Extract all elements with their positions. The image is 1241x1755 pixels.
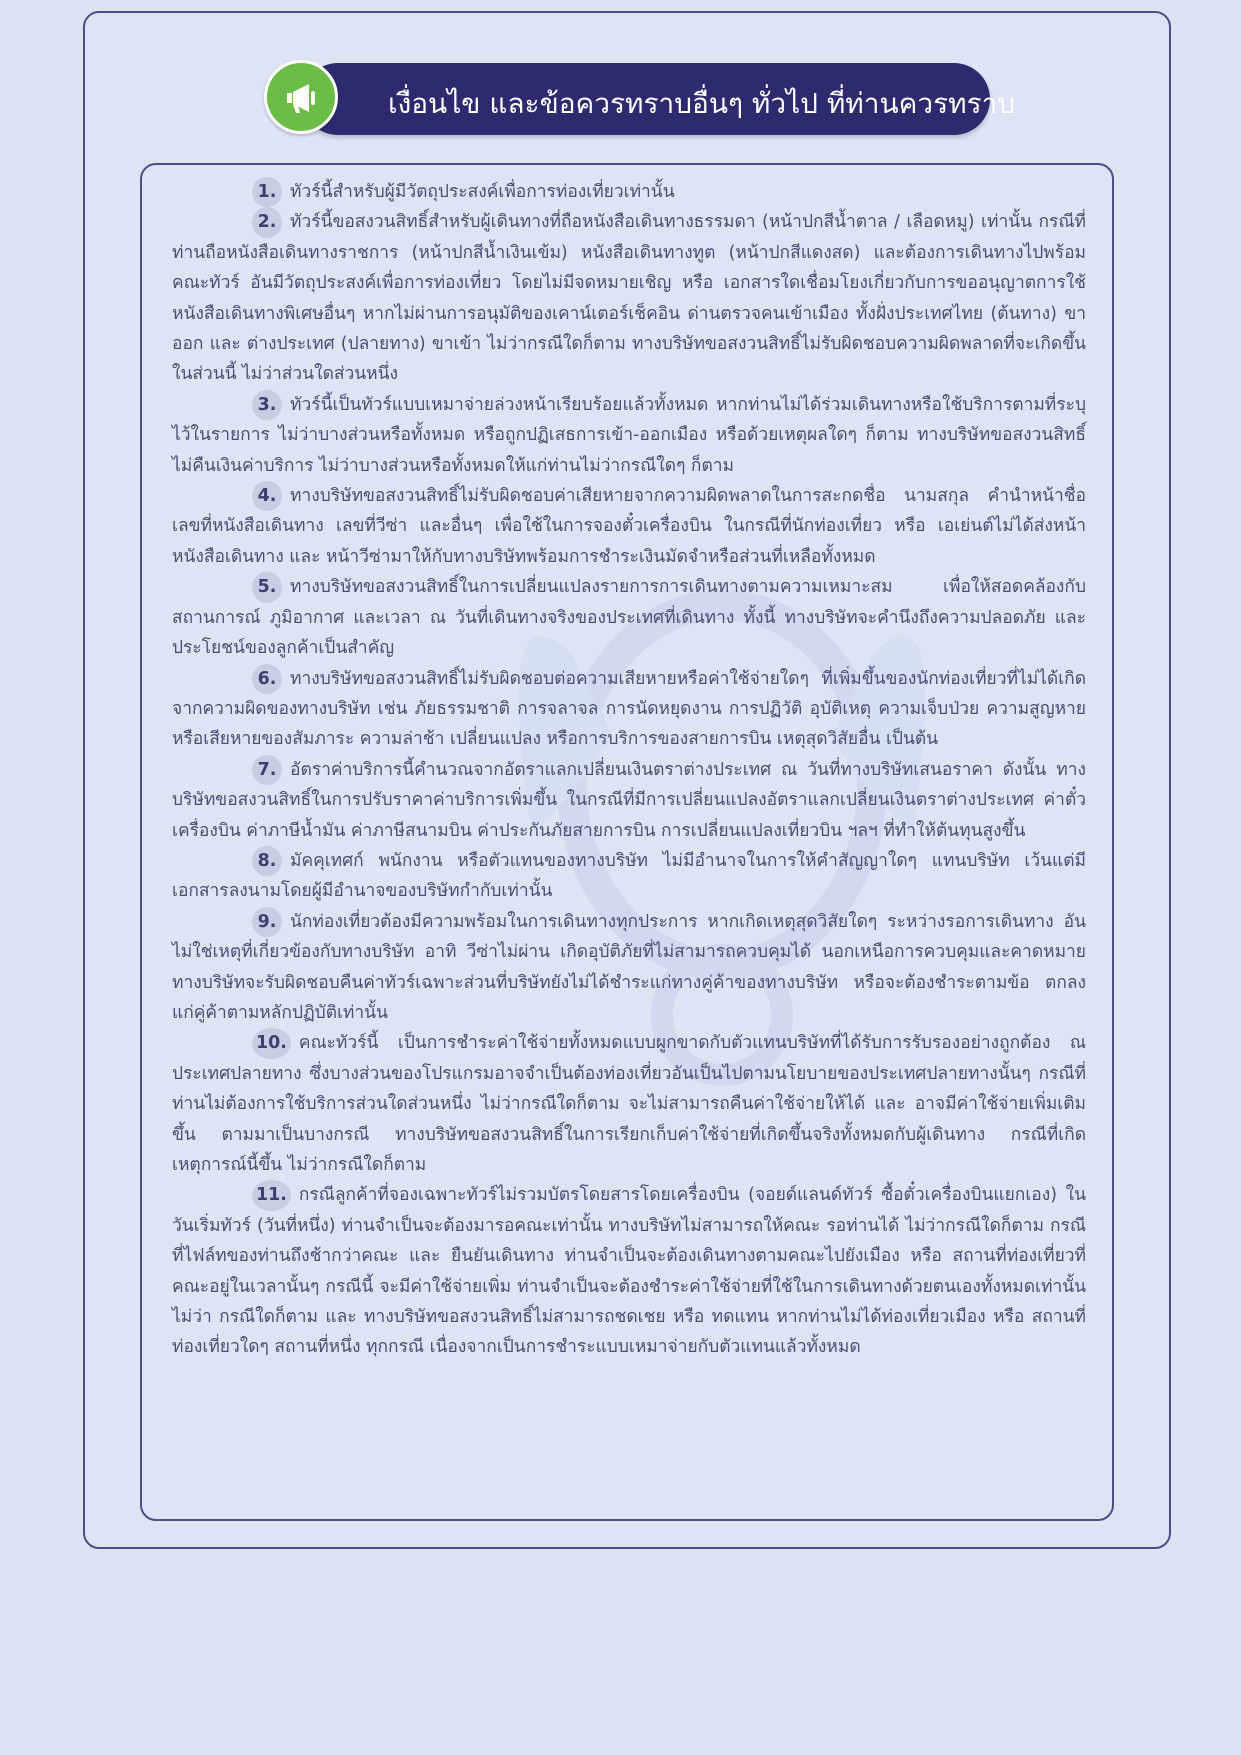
- title-banner: [264, 58, 1016, 138]
- term-item: [172, 207, 1086, 389]
- page-title: เงื่อนไข และข้อควรทราบอื่นๆ ทั่วไป ที่ท่านควรทราบ: [388, 87, 1016, 120]
- term-text: อัตราค่าบริการนี้คำนวณจากอัตราแลกเปลี่ยนเงินตราต่างประเทศ ณ วันที่ทางบริษัทเสนอราคา ดังนั้น ทางบริษัทขอสงวนสิทธิ์ในการปรับราคาค่าบริการเพิ่มขึ้น ในกรณีที่มีการเปลี่ยนแปลงอัตราแลกเปลี่ยนเงินตราต่างประเทศ ค่าตั๋ว เครื่องบิน ค่าภาษีน้ำมัน ค่าภาษีสนามบิน ค่าประกันภัยสายการบิน การเปลี่ยนแปลงเที่ยวบิน ฯลฯ ที่ทำให้ต้นทุนสูงขึ้น: [172, 759, 1086, 841]
- term-number: 7.: [252, 755, 282, 785]
- term-number: 1.: [252, 177, 282, 207]
- term-item: [172, 755, 1086, 846]
- term-number: 8.: [252, 846, 282, 876]
- term-text: ทางบริษัทขอสงวนสิทธิ์ไม่รับผิดชอบค่าเสียหายจากความผิดพลาดในการสะกดชื่อ นามสกุล คำนำหน้าชื่อ เลขที่หนังสือเดินทาง เลขที่วีซ่า และอื่นๆ เพื่อใช้ในการจองตั๋วเครื่องบิน ในกรณีที่นักท่องเที่ยว หรือ เอเย่นต์ไม่ได้ส่งหน้าหนังสือเดินทาง และ หน้าวีซ่ามาให้กับทางบริษัทพร้อมการชำระเงินมัดจำหรือส่วนที่เหลือทั้งหมด: [172, 486, 1086, 567]
- term-number: 9.: [252, 907, 282, 937]
- terms-box: [140, 163, 1114, 1521]
- term-item: [172, 1180, 1086, 1362]
- term-number: 2.: [252, 207, 282, 237]
- term-text: ทัวร์นี้ขอสงวนสิทธิ์สำหรับผู้เดินทางที่ถือหนังสือเดินทางธรรมดา (หน้าปกสีน้ำตาล / เลือดหมู) เท่านั้น กรณีที่ท่านถือหนังสือเดินทางราชการ (หน้าปกสีน้ำเงินเข้ม) หนังสือเดินทางทูต (หน้าปกสีแดงสด) และต้องการเดินทางไปพร้อมคณะทัวร์ อันมีวัตถุประสงค์เพื่อการท่องเที่ยว โดยไม่มีจดหมายเชิญ หรือ เอกสารใดเชื่อมโยงเกี่ยวกับการขออนุญาตการใช้หนังสือเดินทางพิเศษอื่นๆ หากไม่ผ่านการอนุมัติของเคาน์เตอร์เช็คอิน ด่านตรวจคนเข้าเมือง ทั้งฝั่งประเทศไทย (ต้นทาง) ขาออก และ ต่างประเทศ (ปลายทาง) ขาเข้า ไม่ว่ากรณีใดก็ตาม ทางบริษัทขอสงวนสิทธิ์ไม่รับผิดชอบความผิดพลาดที่จะเกิดขึ้นในส่วนนี้ ไม่ว่าส่วนใดส่วนหนึ่ง: [172, 212, 1086, 385]
- megaphone-icon: [264, 60, 338, 134]
- term-item: [172, 664, 1086, 755]
- term-text: ทัวร์นี้สำหรับผู้มีวัตถุประสงค์เพื่อการท่องเที่ยวเท่านั้น: [290, 182, 675, 202]
- term-text: นักท่องเที่ยวต้องมีความพร้อมในการเดินทางทุกประการ หากเกิดเหตุสุดวิสัยใดๆ ระหว่างรอการเดินทาง อันไม่ใช่เหตุที่เกี่ยวข้องกับทางบริษัท อาทิ วีซ่าไม่ผ่าน เกิดอุบัติภัยที่ไม่สามารถควบคุมได้ นอกเหนือการควบคุมและคาดหมาย ทางบริษัทจะรับผิดชอบคืนค่าทัวร์เฉพาะส่วนที่บริษัทยังไม่ได้ชำระแก่ทางคู่ค้าของทางบริษัท หรือจะต้องชำระตามข้อ ตกลงแก่คู่ค้าตามหลักปฏิบัติเท่านั้น: [172, 911, 1086, 1023]
- term-text: กรณีลูกค้าที่จองเฉพาะทัวร์ไม่รวมบัตรโดยสารโดยเครื่องบิน (จอยด์แลนด์ทัวร์ ซื้อตั๋วเครื่องบินแยกเอง) ในวันเริ่มทัวร์ (วันที่หนึ่ง) ท่านจำเป็นจะต้องมารอคณะเท่านั้น ทางบริษัทไม่สามารถให้คณะ รอท่านได้ ไม่ว่ากรณีใดก็ตาม กรณีที่ไฟล์ทของท่านถึงช้ากว่าคณะ และ ยืนยันเดินทาง ท่านจำเป็นจะต้องเดินทางตามคณะไปยังเมือง หรือ สถานที่ท่องเที่ยวที่คณะอยู่ในเวลานั้นๆ กรณีนี้ จะมีค่าใช้จ่ายเพิ่ม ท่านจำเป็นจะต้องชำระค่าใช้จ่ายที่ใช้ในการเดินทางด้วยตนเองทั้งหมดเท่านั้น ไม่ว่า กรณีใดก็ตาม และ ทางบริษัทขอสงวนสิทธิ์ไม่สามารถชดเชย หรือ ทดแทน หากท่านไม่ได้ท่องเที่ยวเมือง หรือ สถานที่ท่องเที่ยวใดๆ สถานที่หนึ่ง ทุกกรณี เนื่องจากเป็นการชำระแบบเหมาจ่ายกับตัวแทนแล้วทั้งหมด: [172, 1185, 1086, 1358]
- term-text: มัคคุเทศก์ พนักงาน หรือตัวแทนของทางบริษัท ไม่มีอำนาจในการให้คำสัญญาใดๆ แทนบริษัท เว้นแต่มีเอกสารลงนามโดยผู้มีอำนาจของบริษัทกำกับเท่านั้น: [172, 850, 1086, 902]
- term-text: ทัวร์นี้เป็นทัวร์แบบเหมาจ่ายล่วงหน้าเรียบร้อยแล้วทั้งหมด หากท่านไม่ได้ร่วมเดินทางหรือใช้บริการตามที่ระบุไว้ในรายการ ไม่ว่าบางส่วนหรือทั้งหมด หรือถูกปฏิเสธการเข้า-ออกเมือง หรือด้วยเหตุผลใดๆ ก็ตาม ทางบริษัทขอสงวนสิทธิ์ไม่คืนเงินค่าบริการ ไม่ว่าบางส่วนหรือทั้งหมดให้แก่ท่านไม่ว่ากรณีใดๆ ก็ตาม: [172, 394, 1086, 476]
- term-item: [172, 907, 1086, 1029]
- term-number: 11.: [252, 1180, 291, 1210]
- banner-pill: [302, 63, 1016, 135]
- term-number: 6.: [252, 664, 282, 694]
- term-number: 10.: [252, 1028, 291, 1058]
- term-item: [172, 481, 1086, 572]
- term-number: 5.: [252, 572, 282, 602]
- term-text: ทางบริษัทขอสงวนสิทธิ์ไม่รับผิดชอบต่อความเสียหายหรือค่าใช้จ่ายใดๆ ที่เพิ่มขึ้นของนักท่องเที่ยวที่ไม่ได้เกิดจากความผิดของทางบริษัท เช่น ภัยธรรมชาติ การจลาจล การนัดหยุดงาน การปฏิวัติ อุบัติเหตุ ความเจ็บป่วย ความสูญหายหรือเสียหายของสัมภาระ ความล่าช้า เปลี่ยนแปลง หรือการบริการของสายการบิน เหตุสุดวิสัยอื่น เป็นต้น: [172, 668, 1086, 750]
- term-item: [172, 846, 1086, 907]
- term-item: [172, 177, 1086, 207]
- terms-list: [172, 177, 1086, 1363]
- term-item: [172, 390, 1086, 481]
- term-text: ทางบริษัทขอสงวนสิทธิ์ในการเปลี่ยนแปลงรายการการเดินทางตามความเหมาะสม เพื่อให้สอดคล้องกับ สถานการณ์ ภูมิอากาศ และเวลา ณ วันที่เดินทางจริงของประเทศที่เดินทาง ทั้งนี้ ทางบริษัทจะคำนึงถึงความปลอดภัย และ ประโยชน์ของลูกค้าเป็นสำคัญ: [172, 577, 1086, 659]
- term-number: 4.: [252, 481, 282, 511]
- term-item: [172, 572, 1086, 663]
- term-number: 3.: [252, 390, 282, 420]
- term-text: คณะทัวร์นี้ เป็นการชำระค่าใช้จ่ายทั้งหมดแบบผูกขาดกับตัวแทนบริษัทที่ได้รับการรับรองอย่างถูกต้อง ณ ประเทศปลายทาง ซึ่งบางส่วนของโปรแกรมอาจจำเป็นต้องท่องเที่ยวอันเป็นไปตามนโยบายของประเทศปลายทางนั้นๆ กรณีที่ท่านไม่ต้องการใช้บริการส่วนใดส่วนหนึ่ง ไม่ว่ากรณีใดก็ตาม จะไม่สามารถคืนค่าใช้จ่ายให้ได้ และ อาจมีค่าใช้จ่ายเพิ่มเติมขึ้น ตามมาเป็นบางกรณี ทางบริษัทขอสงวนสิทธิ์ในการเรียกเก็บค่าใช้จ่ายที่เกิดขึ้นจริงทั้งหมดกับผู้เดินทาง กรณีที่เกิดเหตุการณ์นี้ขึ้น ไม่ว่ากรณีใดก็ตาม: [172, 1033, 1086, 1175]
- term-item: [172, 1028, 1086, 1180]
